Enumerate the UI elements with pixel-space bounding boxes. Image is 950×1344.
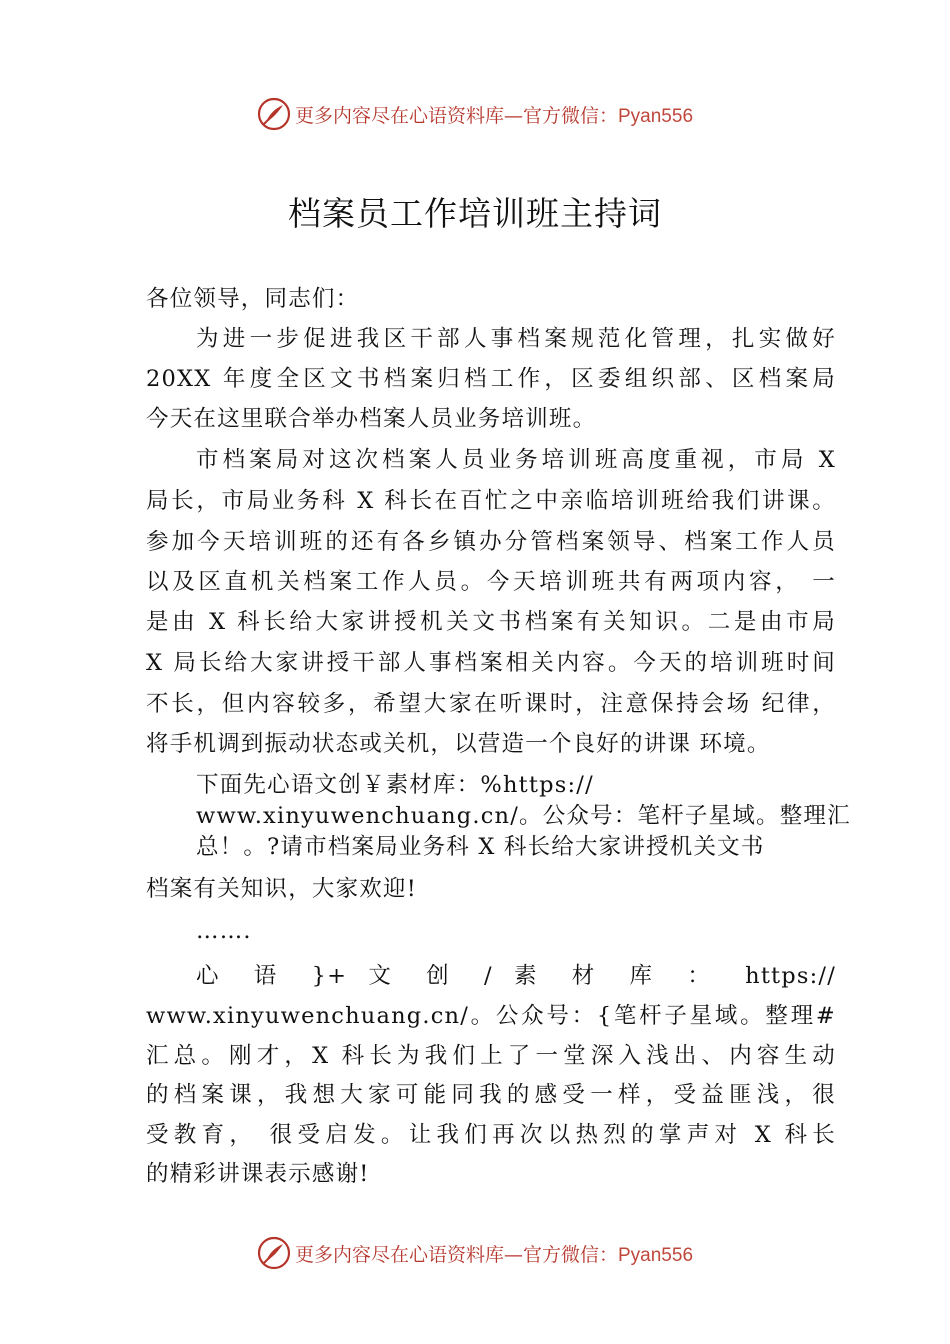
header-banner (0, 92, 950, 136)
paragraph-line: 下面先心语文创￥素材库：%https:// (196, 772, 594, 798)
banner-text (295, 101, 693, 128)
paragraph-line: 是由 X 科长给大家讲授机关文书档案有关知识。二是由市局 (146, 609, 836, 635)
quill-logo-icon (257, 97, 291, 131)
banner-label: 更多内容尽在心语资料库—官方微信： (294, 1243, 618, 1266)
footer-banner (0, 1231, 950, 1275)
page-title: 档案员工作培训班主持词 (288, 194, 662, 233)
paragraph-line: 市档案局对这次档案人员业务培训班高度重视，市局 X (196, 447, 836, 473)
paragraph-line: 20XX 年度全区文书档案归档工作，区委组织部、区档案局 (146, 366, 836, 392)
paragraph-line: 参加今天培训班的还有各乡镇办分管档案领导、档案工作人员 (146, 529, 836, 555)
banner-account: Pyan556 (618, 1244, 694, 1266)
paragraph-line: 受教育， 很受启发。让我们再次以热烈的掌声对 X 科长 (146, 1122, 836, 1148)
paragraph-line: 的精彩讲课表示感谢! (146, 1161, 370, 1187)
ellipsis-line: ……. (196, 918, 252, 944)
paragraph-line: 总！。?请市档案局业务科 X 科长给大家讲授机关文书 (196, 834, 765, 860)
paragraph-line: 汇总。刚才，X 科长为我们上了一堂深入浅出、内容生动 (146, 1043, 836, 1069)
paragraph-line: 局长，市局业务科 X 科长在百忙之中亲临培训班给我们讲课。 (146, 488, 836, 514)
paragraph-line: 不长，但内容较多，希望大家在听课时，注意保持会场 纪律， (146, 691, 836, 717)
paragraph-line: 的档案课，我想大家可能同我的感受一样，受益匪浅，很 (146, 1082, 836, 1108)
paragraph-line: 档案有关知识，大家欢迎! (146, 876, 417, 902)
paragraph-line: 今天在这里联合举办档案人员业务培训班。 (146, 406, 597, 432)
paragraph-line: www.xinyuwenchuang.cn/。公众号：{笔杆子星域。整理# (146, 1003, 836, 1029)
paragraph-line: 以及区直机关档案工作人员。今天培训班共有两项内容， 一 (146, 569, 836, 595)
banner-text (295, 1240, 693, 1267)
banner-label: 更多内容尽在心语资料库—官方微信： (294, 104, 618, 127)
salutation: 各位领导，同志们： (146, 286, 360, 312)
paragraph-line: www.xinyuwenchuang.cn/。公众号：笔杆子星域。整理汇 (196, 803, 851, 829)
quill-logo-icon (257, 1236, 291, 1270)
paragraph-line: 为进一步促进我区干部人事档案规范化管理，扎实做好 (196, 326, 836, 352)
paragraph-line: 心 语 }+ 文 创 / 素 材 库 ： https:// (196, 963, 836, 989)
paragraph-line: 将手机调到振动状态或关机，以营造一个良好的讲课 环境。 (146, 731, 771, 757)
banner-account: Pyan556 (618, 105, 694, 127)
paragraph-line: X 局长给大家讲授干部人事档案相关内容。今天的培训班时间 (146, 650, 836, 676)
